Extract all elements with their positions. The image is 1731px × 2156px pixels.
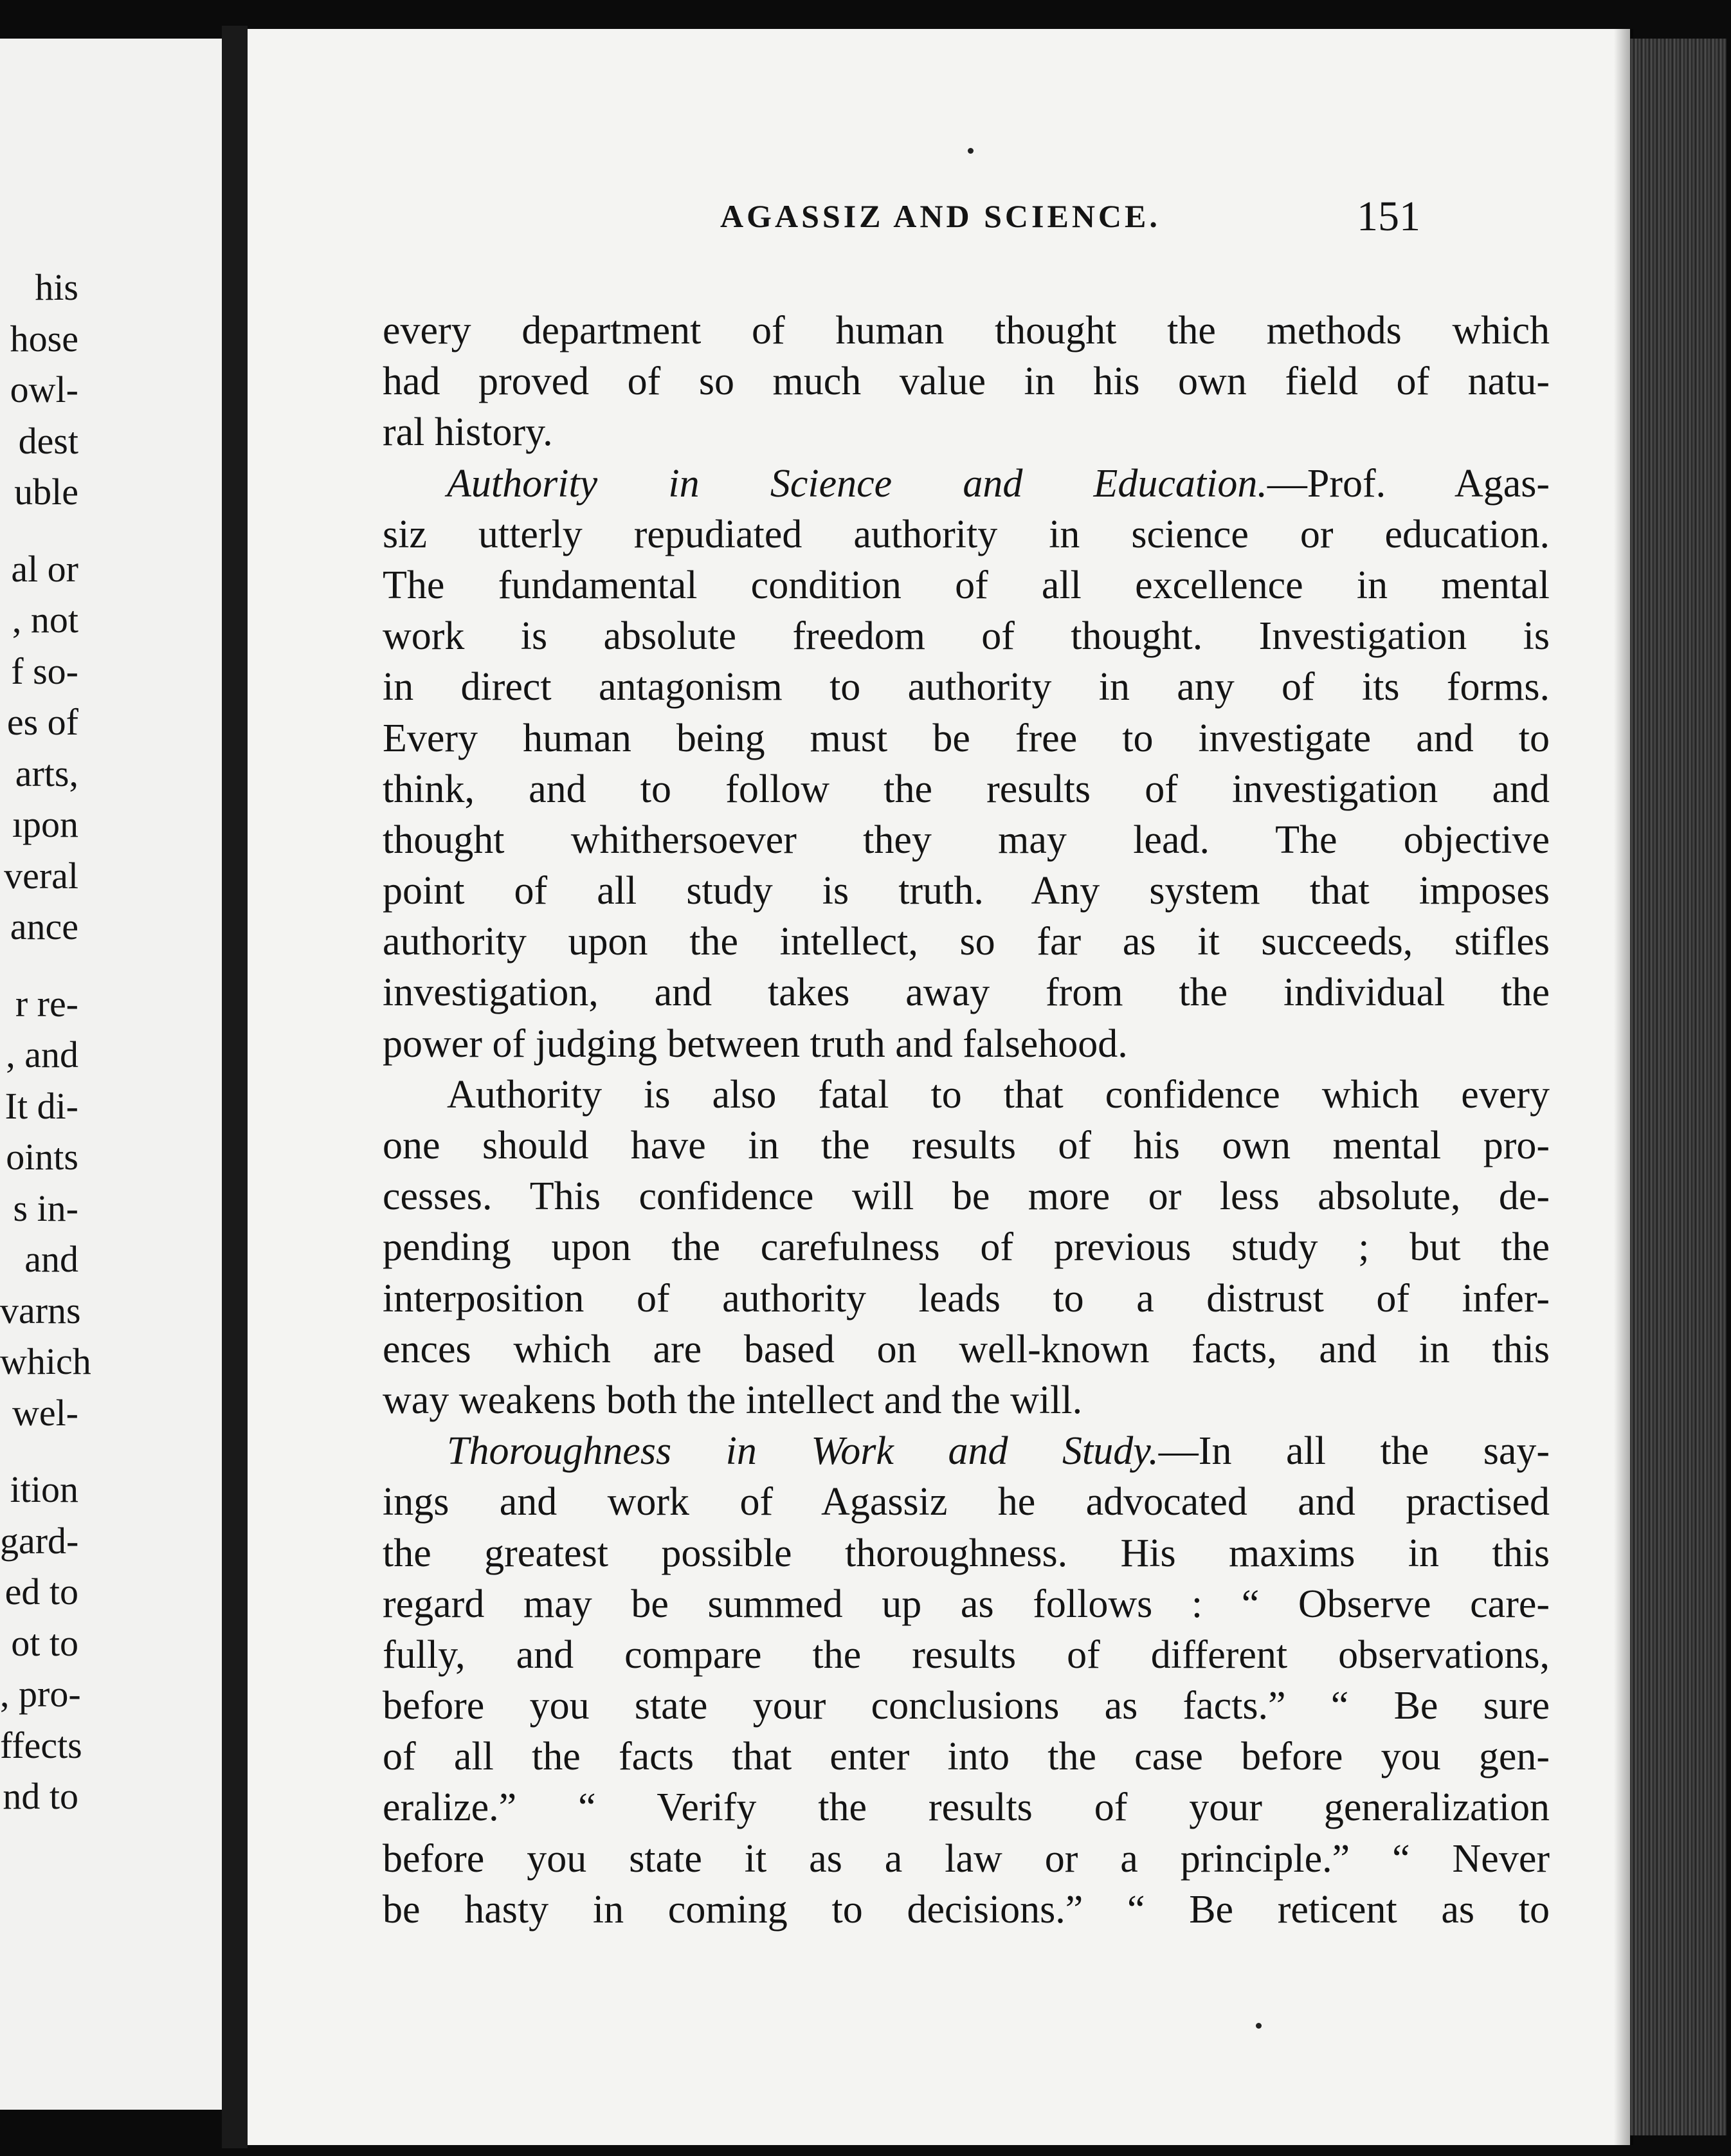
facing-line-fragment: veral: [4, 854, 78, 897]
line-text: ences which are based on well-known facts, and in this: [383, 1327, 1550, 1371]
text-line: [383, 713, 1550, 764]
line-text: think, and to follow the results of investigation and: [383, 767, 1550, 811]
text-line: [383, 459, 1550, 509]
text-line: [383, 866, 1550, 917]
text-line: [383, 815, 1550, 866]
text-line: [383, 1630, 1550, 1681]
facing-line-fragment: s in-: [13, 1187, 78, 1229]
line-text: authority upon the intellect, so far as it succeeds, stifles: [383, 920, 1550, 964]
text-line: [383, 1171, 1550, 1222]
facing-line-fragment: es of: [6, 701, 78, 743]
line-text: before you state your conclusions as facts.” “ Be sure: [383, 1684, 1550, 1728]
line-text: the greatest possible thoroughness. His maxims in this: [383, 1531, 1550, 1575]
line-text: before you state it as a law or a principle.” “ Never: [383, 1836, 1550, 1881]
line-text: The fundamental condition of all excellence in mental: [383, 563, 1550, 607]
line-text: Authority is also fatal to that confidence which every: [447, 1072, 1550, 1117]
text-line: [383, 1222, 1550, 1273]
line-text: pending upon the carefulness of previous study ; but the: [383, 1225, 1550, 1270]
text-line: [383, 1528, 1550, 1579]
line-text: fully, and compare the results of different observations,: [383, 1632, 1550, 1677]
facing-line-fragment: and: [24, 1238, 78, 1280]
line-text: regard may be summed up as follows : “ Observe care-: [383, 1582, 1550, 1626]
facing-line-fragment: It di-: [5, 1084, 78, 1127]
line-text: thought whithersoever they may lead. The objective: [383, 818, 1550, 862]
text-line: [383, 611, 1550, 662]
line-text: ings and work of Agassiz he advocated and practised: [383, 1480, 1550, 1524]
facing-page-left: [0, 39, 222, 2110]
running-title: AGASSIZ AND SCIENCE.: [720, 198, 1161, 234]
facing-page-text: [0, 39, 222, 2110]
facing-line-fragment: ot to: [11, 1622, 78, 1664]
line-text: one should have in the results of his own mental pro-: [383, 1124, 1550, 1167]
line-text: power of judging between truth and falsehood.: [383, 1021, 1128, 1066]
page-number: 151: [1357, 193, 1420, 240]
facing-line-fragment: wel-: [12, 1391, 78, 1434]
text-line: [383, 1834, 1550, 1885]
line-text: interposition of authority leads to a distrust of infer-: [383, 1276, 1550, 1320]
facing-line-fragment: ed to: [5, 1571, 78, 1612]
facing-line-fragment: oints: [6, 1136, 78, 1178]
facing-line-fragment: nd to: [3, 1775, 78, 1817]
text-line: [383, 1731, 1550, 1782]
text-line: [383, 1274, 1550, 1324]
facing-line-fragment: ition: [10, 1468, 78, 1510]
line-text: siz utterly repudiated authority in science or education.: [383, 512, 1550, 556]
text-line: [383, 509, 1550, 560]
facing-line-fragment: gard-: [0, 1519, 79, 1562]
facing-line-fragment: dest: [18, 419, 78, 462]
section-heading: Thoroughness in Work and Study.: [447, 1429, 1159, 1474]
book-gutter: [222, 26, 248, 2148]
facing-line-fragment: r re-: [15, 982, 78, 1025]
line-text: of all the facts that enter into the case before you gen-: [383, 1735, 1550, 1779]
facing-line-fragment: , and: [6, 1034, 78, 1075]
text-line: [383, 1375, 1550, 1426]
page-edges: [1630, 39, 1726, 2135]
facing-line-fragment: f so-: [11, 650, 78, 692]
text-line: [383, 1070, 1550, 1120]
line-text: Every human being must be free to investigate and to: [383, 716, 1550, 760]
line-text: work is absolute freedom of thought. Investigation is: [383, 614, 1550, 659]
line-text: —In all the say-: [1158, 1429, 1550, 1474]
text-line: [383, 1019, 1550, 1070]
line-text: be hasty in coming to decisions.” “ Be reticent as to: [383, 1887, 1550, 1932]
line-text: in direct antagonism to authority in any of its forms.: [383, 665, 1550, 709]
text-line: [383, 917, 1550, 967]
text-line: [383, 967, 1550, 1018]
text-line: [383, 356, 1550, 407]
facing-line-fragment: ance: [10, 906, 78, 947]
text-line: [383, 1477, 1550, 1528]
line-text: had proved of so much value in his own field of natu-: [383, 360, 1550, 404]
text-line: [383, 1426, 1550, 1477]
speck-mark: [968, 148, 974, 154]
text-line: [383, 1782, 1550, 1833]
text-line: [383, 306, 1550, 356]
text-line: [383, 1681, 1550, 1731]
text-line: [383, 764, 1550, 815]
page-151: [248, 29, 1630, 2145]
line-text: eralize.” “ Verify the results of your generalization: [383, 1786, 1550, 1830]
running-head: [248, 193, 1630, 249]
facing-line-fragment: hose: [10, 317, 78, 360]
facing-line-fragment: arts,: [15, 752, 78, 794]
line-text: point of all study is truth. Any system that imposes: [383, 869, 1550, 913]
line-text: investigation, and takes away from the individual the: [383, 971, 1550, 1015]
facing-line-fragment: al or: [11, 547, 78, 590]
facing-line-fragment: uble: [14, 471, 78, 513]
line-text: every department of human thought the methods which: [383, 309, 1550, 352]
text-line: [383, 662, 1550, 713]
text-line: [383, 1324, 1550, 1375]
facing-line-fragment: owl-: [10, 369, 78, 410]
facing-line-fragment: his: [35, 266, 78, 308]
text-line: [383, 560, 1550, 611]
text-line: [383, 1120, 1550, 1171]
speck-mark: [1256, 2023, 1262, 2029]
body-text: [383, 306, 1550, 1935]
text-line: [383, 1885, 1550, 1935]
facing-line-fragment: which: [0, 1340, 91, 1382]
text-line: [383, 407, 1550, 458]
facing-line-fragment: , pro-: [0, 1673, 81, 1715]
facing-line-fragment: varns: [0, 1289, 81, 1331]
line-text: cesses. This confidence will be more or less absolute, de-: [383, 1174, 1550, 1219]
facing-line-fragment: , not: [12, 599, 78, 641]
facing-line-fragment: ffects: [0, 1724, 82, 1766]
facing-line-fragment: ıpon: [12, 803, 78, 845]
line-text: ral history.: [383, 410, 553, 455]
line-text: —Prof. Agas-: [1267, 461, 1550, 506]
text-line: [383, 1579, 1550, 1630]
section-heading: Authority in Science and Education.: [447, 461, 1267, 506]
line-text: way weakens both the intellect and the will.: [383, 1378, 1083, 1422]
